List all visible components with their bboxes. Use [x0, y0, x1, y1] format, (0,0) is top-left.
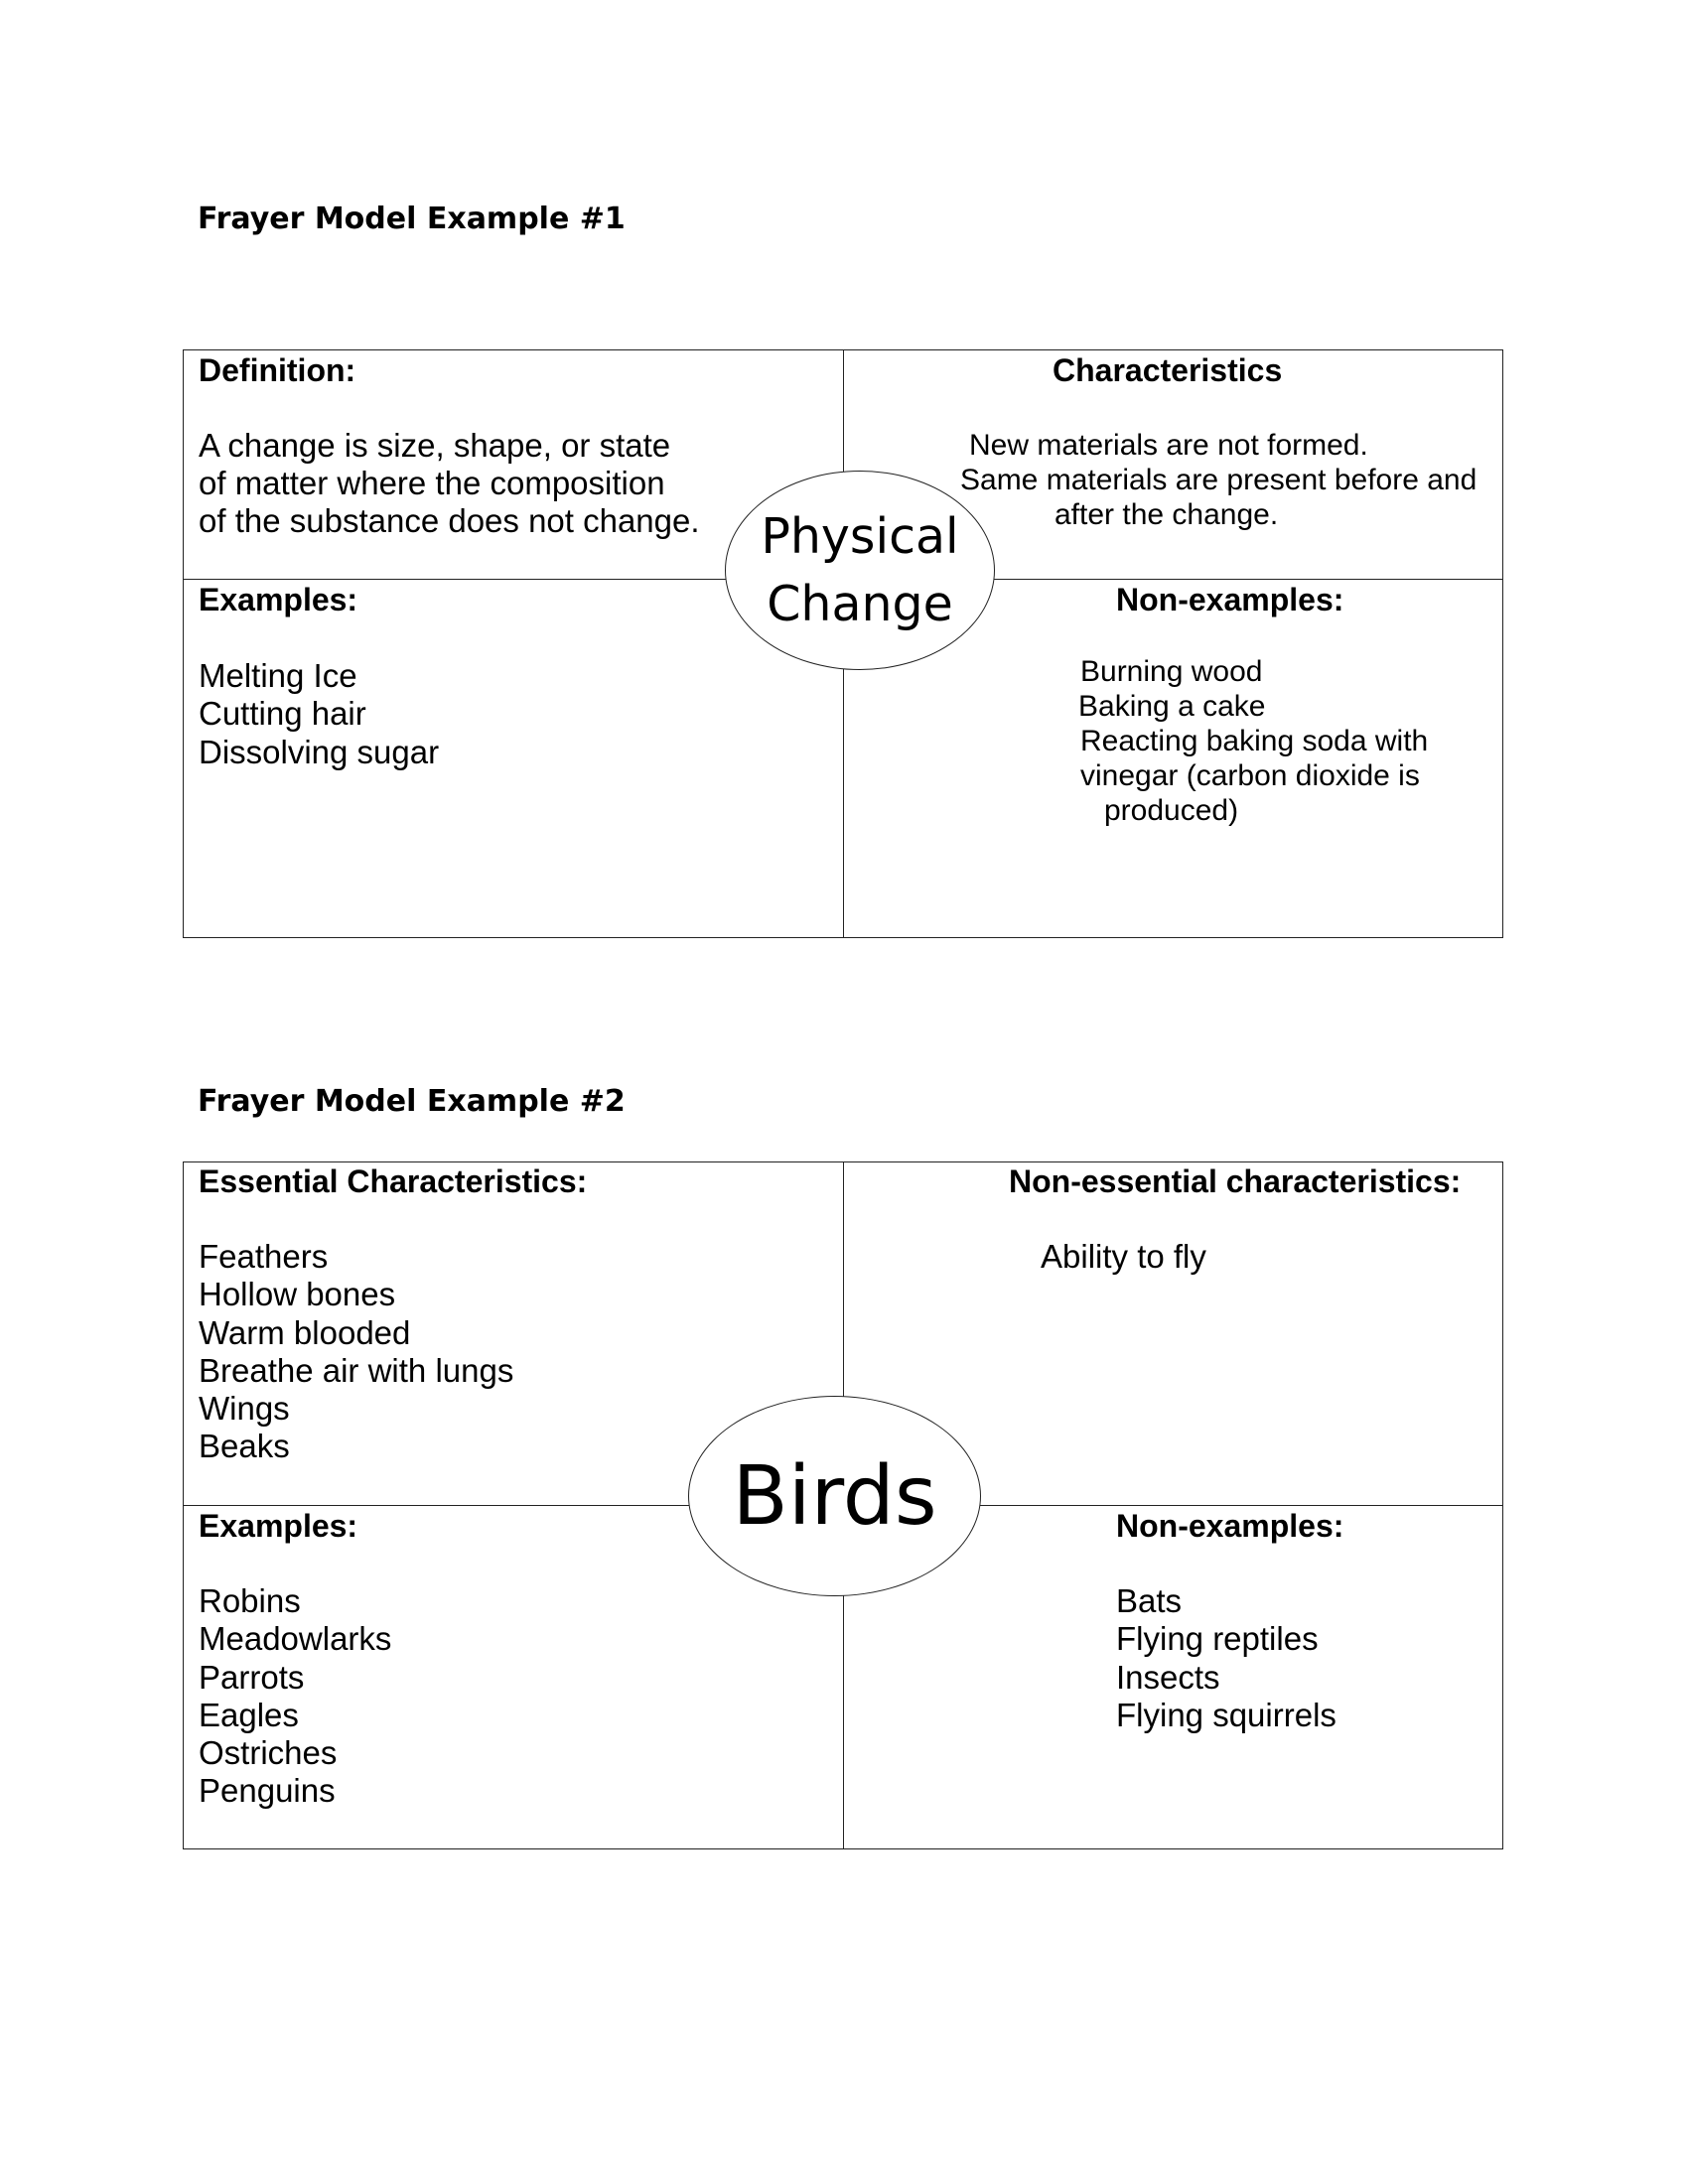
model2-non-essential-list	[1041, 1238, 1206, 1276]
list-item: Penguins	[199, 1772, 336, 1810]
model2-essential-label: Essential Characteristics:	[199, 1163, 588, 1199]
model2-non-examples-label: Non-examples:	[1116, 1508, 1344, 1544]
model2-examples-list	[199, 1582, 391, 1811]
list-item: Flying reptiles	[1116, 1620, 1319, 1658]
list-item: Meadowlarks	[199, 1620, 392, 1658]
list-item: Bats	[1116, 1582, 1183, 1619]
list-item: Breathe air with lungs	[199, 1351, 514, 1389]
model1-definition-text: A change is size, shape, or state of matter where the composition of the substance does not change.	[199, 427, 700, 539]
list-item: Robins	[199, 1582, 301, 1619]
model1-non-examples-line-5: produced)	[1104, 794, 1239, 827]
model1-non-examples-label: Non-examples:	[1116, 582, 1344, 617]
model1-non-examples-line-3: Reacting baking soda with	[1080, 725, 1429, 757]
model1-characteristics-label: Characteristics	[1053, 352, 1283, 388]
list-item: Ability to fly	[1041, 1238, 1206, 1275]
list-item: Eagles	[199, 1696, 299, 1733]
model1-non-examples-line-2: Baking a cake	[1078, 690, 1266, 723]
model2-examples-label: Examples:	[199, 1508, 358, 1544]
model1-examples-label: Examples:	[199, 582, 358, 617]
list-item: Flying squirrels	[1116, 1696, 1336, 1733]
model1-examples-list	[199, 657, 439, 771]
list-item: Parrots	[199, 1658, 305, 1696]
list-item: Feathers	[199, 1238, 329, 1275]
model1-title: Frayer Model Example #1	[198, 202, 626, 236]
list-item: Cutting hair	[199, 695, 366, 733]
list-item: Melting Ice	[199, 657, 357, 694]
model2-center-term: Birds	[688, 1396, 981, 1596]
list-item: Hollow bones	[199, 1276, 396, 1313]
model1-non-examples-line-1: Burning wood	[1080, 655, 1263, 688]
list-item: Beaks	[199, 1428, 290, 1465]
list-item: Insects	[1116, 1658, 1220, 1696]
list-item: Warm blooded	[199, 1313, 411, 1351]
model1-characteristics-line-3: after the change.	[1055, 498, 1279, 531]
model2-title: Frayer Model Example #2	[198, 1084, 626, 1119]
list-item: Dissolving sugar	[199, 733, 440, 770]
list-item: Wings	[199, 1390, 290, 1428]
list-item: Ostriches	[199, 1734, 338, 1772]
model2-non-examples-list	[1116, 1582, 1336, 1734]
model1-center-term: Physical Change	[725, 471, 995, 670]
model1-non-examples-line-4: vinegar (carbon dioxide is	[1080, 759, 1420, 792]
model1-characteristics-line-2: Same materials are present before and	[960, 464, 1477, 496]
model2-non-essential-label: Non-essential characteristics:	[1009, 1163, 1462, 1199]
model1-characteristics-line-1: New materials are not formed.	[969, 429, 1368, 462]
model1-definition-label: Definition:	[199, 352, 356, 388]
model2-essential-list	[199, 1238, 513, 1466]
